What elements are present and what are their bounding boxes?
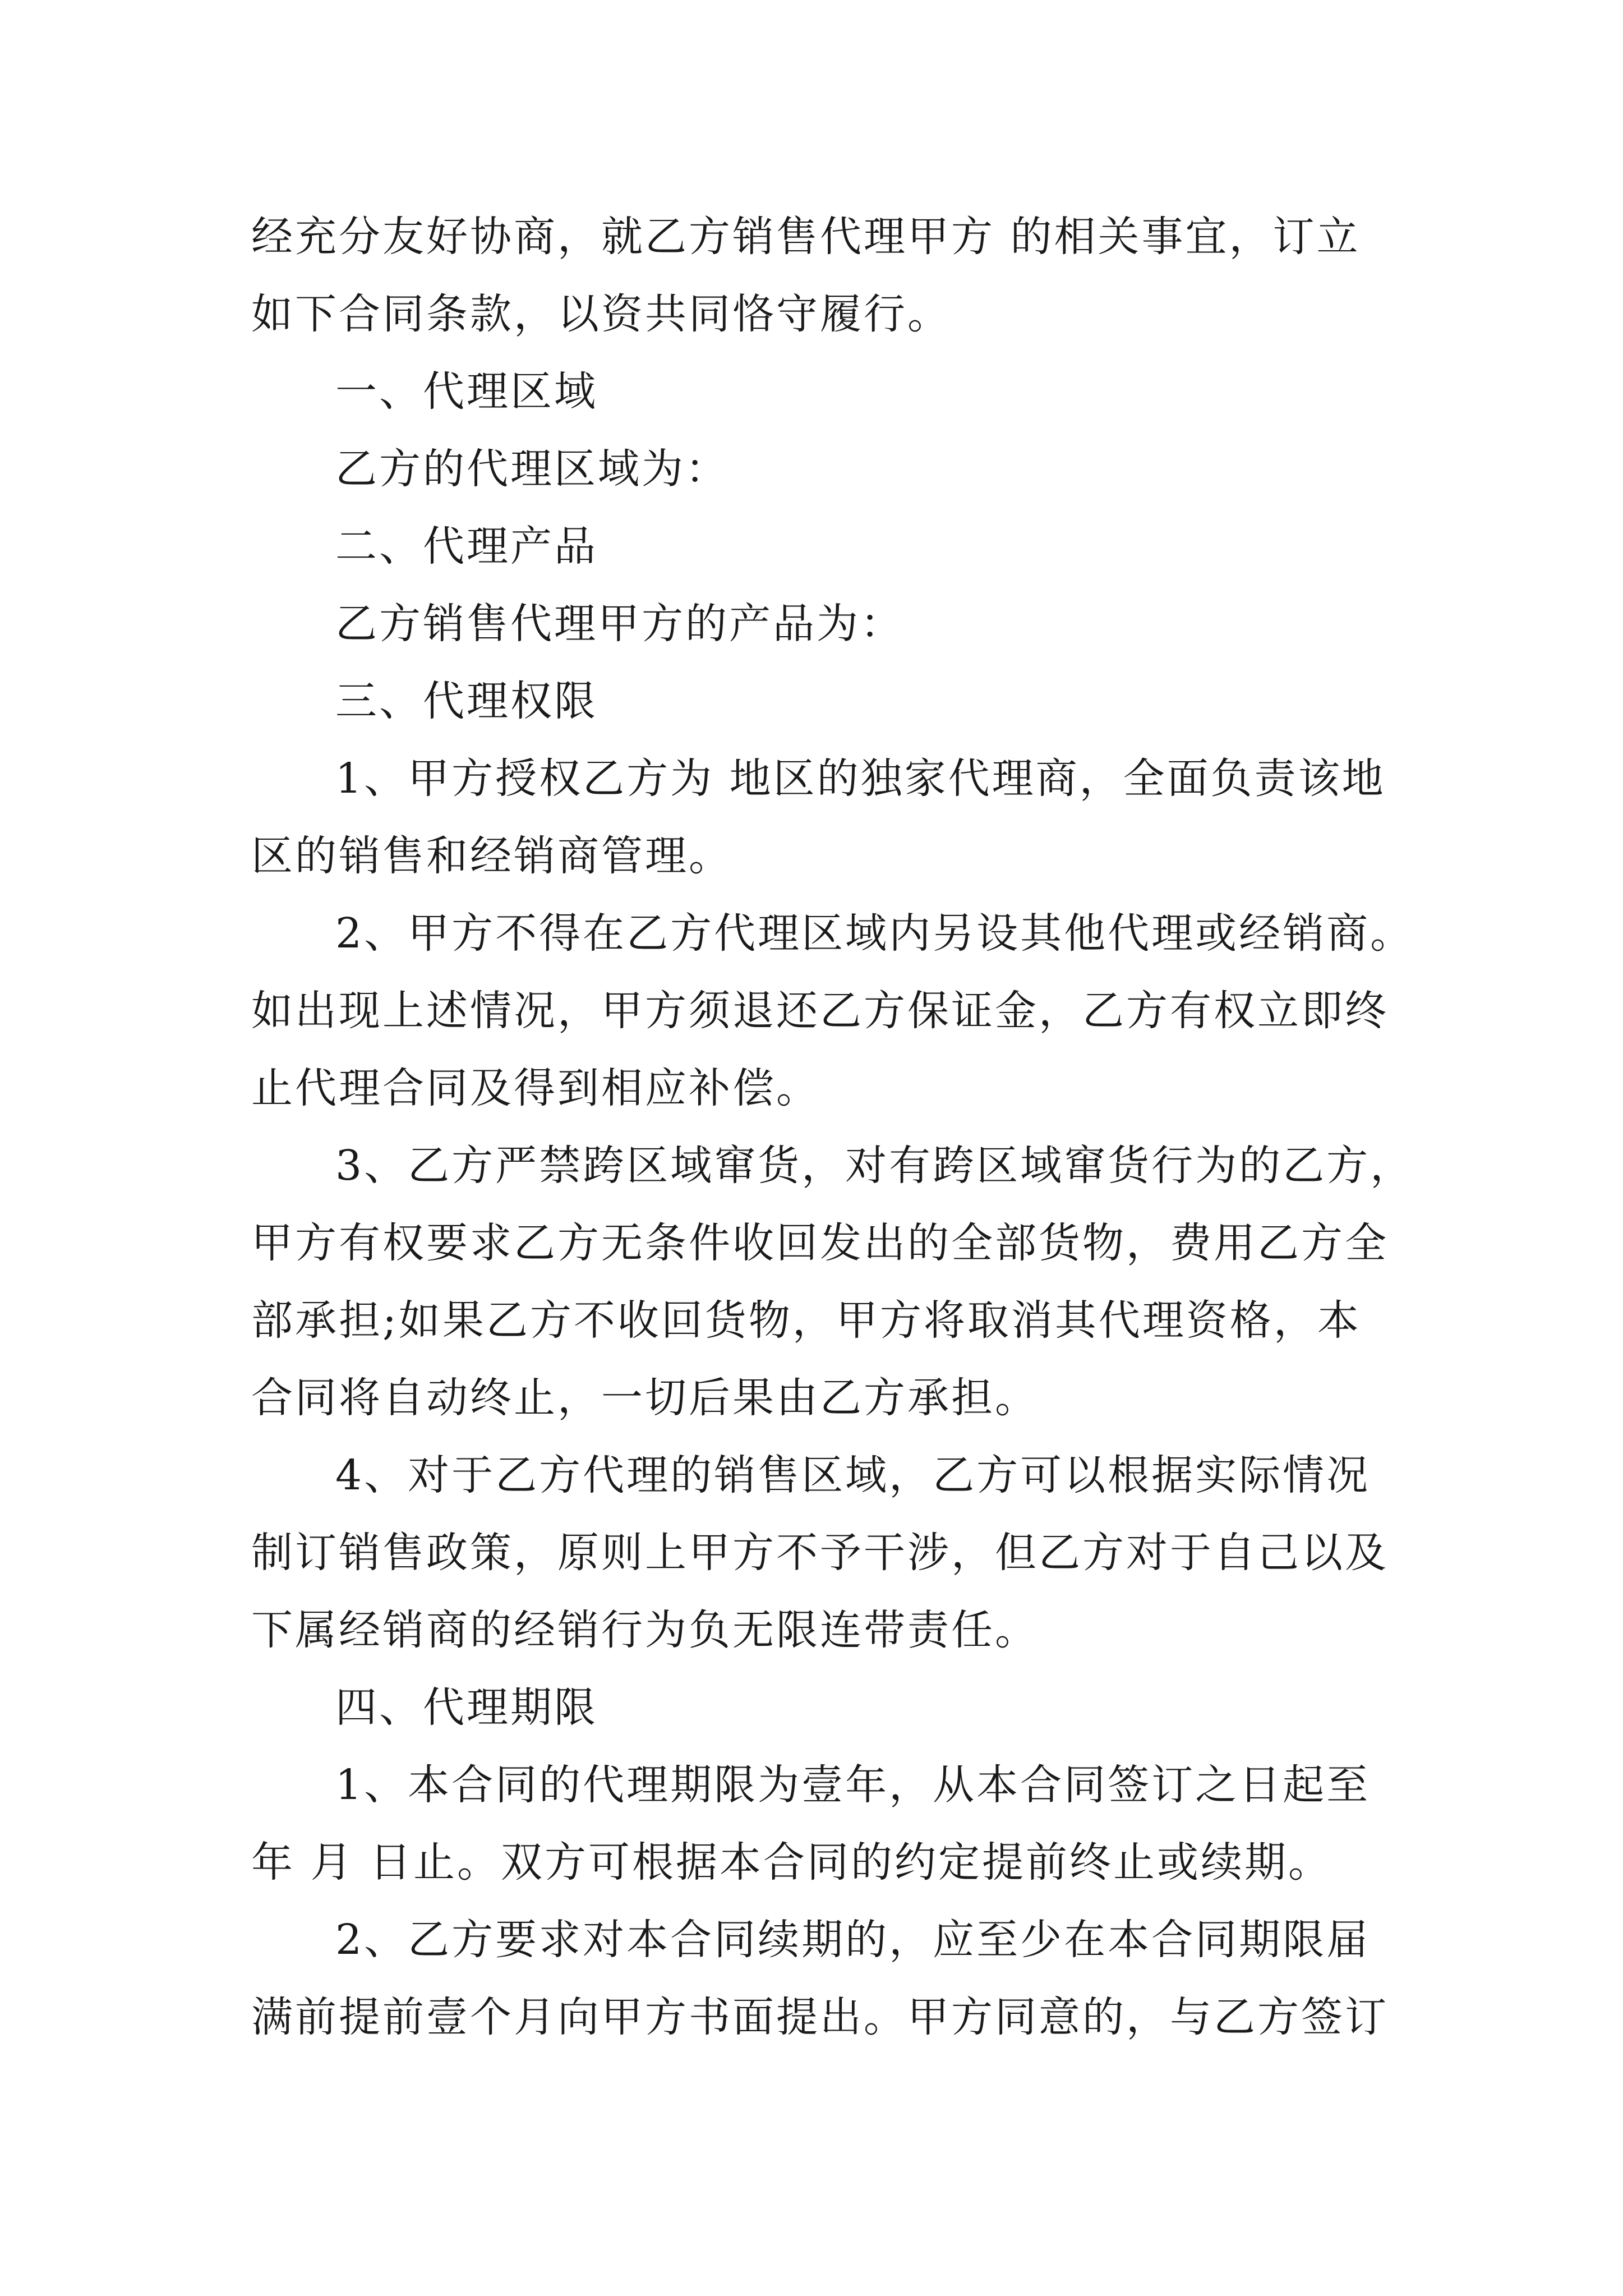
text-line: 下属经销商的经销行为负无限连带责任。 [251,1606,1039,1654]
text-line: 满前提前壹个月向甲方书面提出。甲方同意的，与乙方签订 [251,1993,1389,2041]
section-heading: 三、代理权限 [335,677,598,725]
text-line: 经充分友好协商，就乙方销售代理甲方 的相关事宜，订立 [251,213,1361,261]
document-body [251,198,1414,2056]
section-heading: 一、代理区域 [335,367,598,416]
text-line: 如下合同条款，以资共同恪守履行。 [251,290,951,338]
text-line: 制订销售政策，原则上甲方不予干涉，但乙方对于自己以及 [251,1529,1389,1577]
text-line: 2、乙方要求对本合同续期的，应至少在本合同期限届 [335,1916,1371,1964]
text-line: 4、对于乙方代理的销售区域，乙方可以根据实际情况 [335,1451,1371,1499]
text-line: 年 月 日止。双方可根据本合同的约定提前终止或续期。 [251,1838,1332,1887]
section-heading: 四、代理期限 [335,1683,598,1732]
text-line: 3、乙方严禁跨区域窜货，对有跨区域窜货行为的乙方， [335,1142,1414,1190]
text-line: 合同将自动终止，一切后果由乙方承担。 [251,1374,1039,1422]
text-line: 乙方的代理区域为： [335,445,729,493]
text-line: 1、甲方授权乙方为 地区的独家代理商，全面负责该地 [335,754,1386,803]
text-line: 如出现上述情况，甲方须退还乙方保证金，乙方有权立即终 [251,987,1389,1035]
text-line: 1、本合同的代理期限为壹年，从本合同签订之日起至 [335,1761,1371,1809]
section-heading: 二、代理产品 [335,522,598,570]
text-line: 甲方有权要求乙方无条件收回发出的全部货物，费用乙方全 [251,1219,1389,1267]
text-line: 2、甲方不得在乙方代理区域内另设其他代理或经销商。 [335,909,1414,958]
text-line: 区的销售和经销商管理。 [251,832,732,880]
text-line: 部承担;如果乙方不收回货物，甲方将取消其代理资格，本 [251,1296,1361,1345]
text-line: 止代理合同及得到相应补偿。 [251,1064,820,1112]
text-line: 乙方销售代理甲方的产品为： [335,600,904,648]
